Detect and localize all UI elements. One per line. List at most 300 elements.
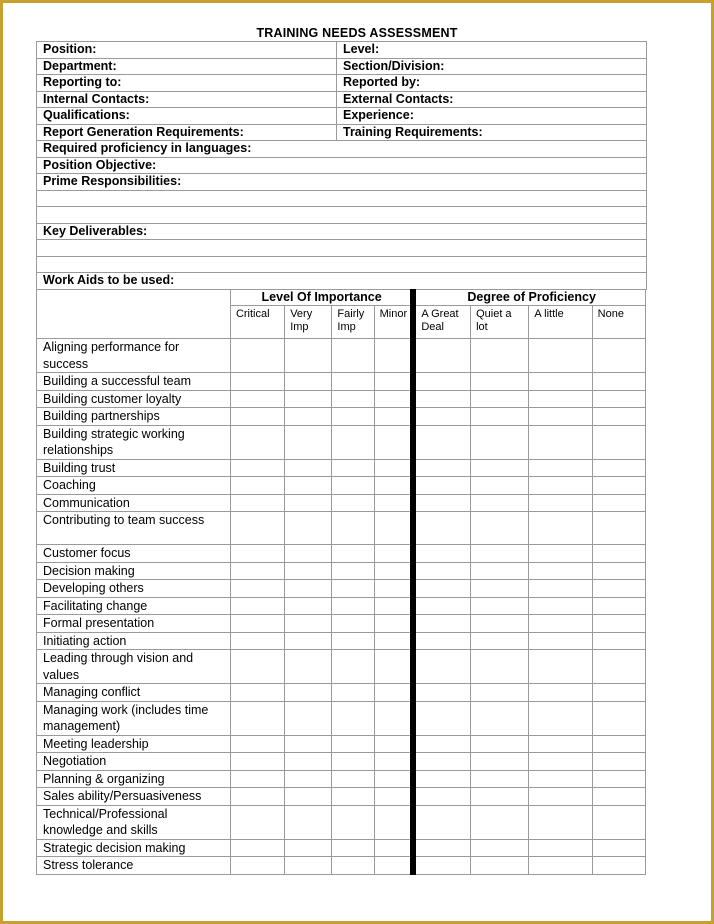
importance-cell[interactable] [285,494,332,512]
blank-line-row [37,190,647,207]
importance-cell[interactable] [332,770,374,788]
info-field-right[interactable]: Reported by: [337,75,647,92]
competency-row [37,494,646,512]
importance-cell[interactable] [332,684,374,702]
competency-label: Aligning performance for success [37,339,231,373]
competency-label: Decision making [37,562,231,580]
importance-cell[interactable] [285,408,332,426]
proficiency-cell[interactable] [413,425,470,459]
proficiency-cell[interactable] [592,339,645,373]
proficiency-cell[interactable] [413,632,470,650]
info-row [37,58,647,75]
info-row [37,174,647,191]
competency-label: Coaching [37,477,231,495]
proficiency-cell[interactable] [471,788,529,806]
competency-label: Technical/Professional knowledge and skills [37,805,231,839]
competency-label: Stress tolerance [37,857,231,875]
proficiency-cell[interactable] [413,805,470,839]
importance-cell[interactable] [332,408,374,426]
importance-cell[interactable] [230,459,284,477]
competency-row [37,562,646,580]
blank-line-row [37,207,647,224]
importance-cell[interactable] [374,597,413,615]
importance-cell[interactable] [230,512,284,545]
importance-cell[interactable] [285,512,332,545]
info-field-left[interactable]: Report Generation Requirements: [37,124,337,141]
competency-label: Building a successful team [37,373,231,391]
importance-cell[interactable] [332,735,374,753]
proficiency-cell[interactable] [413,839,470,857]
competency-label: Developing others [37,580,231,598]
proficiency-cell[interactable] [413,339,470,373]
competency-row [37,735,646,753]
importance-cell[interactable] [374,632,413,650]
competency-label: Initiating action [37,632,231,650]
info-row [37,157,647,174]
importance-cell[interactable] [374,684,413,702]
proficiency-col-header: Quiet a lot [471,306,529,339]
proficiency-cell[interactable] [592,373,645,391]
importance-cell[interactable] [332,597,374,615]
proficiency-cell[interactable] [471,735,529,753]
proficiency-cell[interactable] [471,597,529,615]
importance-cell[interactable] [374,562,413,580]
info-row [37,124,647,141]
importance-cell[interactable] [285,390,332,408]
importance-cell[interactable] [230,788,284,806]
proficiency-cell[interactable] [413,650,470,684]
importance-cell[interactable] [332,701,374,735]
proficiency-cell[interactable] [471,373,529,391]
importance-cell[interactable] [374,459,413,477]
competency-label: Negotiation [37,753,231,771]
competency-row [37,580,646,598]
competency-row [37,390,646,408]
proficiency-cell[interactable] [592,788,645,806]
proficiency-cell[interactable] [413,477,470,495]
competency-row [37,770,646,788]
competency-row [37,459,646,477]
proficiency-cell[interactable] [471,562,529,580]
blank-line[interactable] [37,190,647,207]
competency-header-blank [37,290,231,339]
work-aids-field[interactable]: Work Aids to be used: [37,273,647,290]
importance-cell[interactable] [332,632,374,650]
importance-cell[interactable] [285,650,332,684]
proficiency-cell[interactable] [592,701,645,735]
proficiency-cell[interactable] [529,735,592,753]
proficiency-cell[interactable] [529,857,592,875]
importance-cell[interactable] [285,339,332,373]
importance-cell[interactable] [374,615,413,633]
proficiency-cell[interactable] [529,788,592,806]
importance-cell[interactable] [285,545,332,563]
proficiency-cell[interactable] [529,494,592,512]
proficiency-cell[interactable] [413,494,470,512]
competency-label: Sales ability/Persuasiveness [37,788,231,806]
proficiency-col-header: A Great Deal [413,306,470,339]
importance-cell[interactable] [230,545,284,563]
importance-cell[interactable] [374,753,413,771]
competency-row [37,545,646,563]
competency-label: Customer focus [37,545,231,563]
importance-col-header: Critical [230,306,284,339]
competency-row [37,339,646,373]
languages-field[interactable]: Required proficiency in languages: [37,141,647,158]
competency-label: Planning & organizing [37,770,231,788]
proficiency-cell[interactable] [592,805,645,839]
competency-label: Contributing to team success [37,512,231,545]
importance-cell[interactable] [374,788,413,806]
competency-row [37,597,646,615]
importance-cell[interactable] [285,562,332,580]
proficiency-cell[interactable] [471,684,529,702]
proficiency-cell[interactable] [413,408,470,426]
importance-cell[interactable] [374,390,413,408]
proficiency-cell[interactable] [592,425,645,459]
competency-label: Building trust [37,459,231,477]
importance-cell[interactable] [230,857,284,875]
importance-cell[interactable] [374,477,413,495]
objective-field[interactable]: Position Objective: [37,157,647,174]
importance-cell[interactable] [332,857,374,875]
importance-cell[interactable] [374,770,413,788]
proficiency-cell[interactable] [471,615,529,633]
importance-cell[interactable] [230,477,284,495]
importance-cell[interactable] [285,684,332,702]
importance-cell[interactable] [230,632,284,650]
competency-row [37,805,646,839]
importance-cell[interactable] [285,839,332,857]
info-field-right[interactable]: Training Requirements: [337,124,647,141]
proficiency-cell[interactable] [529,753,592,771]
blank-line-row [37,256,647,273]
blank-line[interactable] [37,207,647,224]
proficiency-cell[interactable] [592,753,645,771]
blank-line-row [37,240,647,257]
proficiency-cell[interactable] [413,373,470,391]
responsibilities-field[interactable]: Prime Responsibilities: [37,174,647,191]
importance-cell[interactable] [285,788,332,806]
proficiency-cell[interactable] [471,650,529,684]
info-field-right[interactable]: Level: [337,42,647,59]
proficiency-cell[interactable] [413,615,470,633]
proficiency-cell[interactable] [592,632,645,650]
proficiency-cell[interactable] [471,805,529,839]
proficiency-cell[interactable] [592,580,645,598]
importance-cell[interactable] [285,805,332,839]
importance-cell[interactable] [230,839,284,857]
proficiency-cell[interactable] [592,494,645,512]
proficiency-cell[interactable] [592,477,645,495]
competency-label: Managing work (includes time management) [37,701,231,735]
importance-cell[interactable] [332,839,374,857]
importance-cell[interactable] [285,701,332,735]
importance-cell[interactable] [332,650,374,684]
competency-row [37,684,646,702]
importance-cell[interactable] [230,373,284,391]
proficiency-cell[interactable] [592,735,645,753]
importance-cell[interactable] [285,373,332,391]
proficiency-cell[interactable] [413,459,470,477]
proficiency-cell[interactable] [592,512,645,545]
importance-cell[interactable] [332,373,374,391]
importance-col-header: Very Imp [285,306,332,339]
importance-cell[interactable] [230,390,284,408]
blank-line[interactable] [37,256,647,273]
importance-cell[interactable] [285,857,332,875]
importance-cell[interactable] [332,580,374,598]
competency-label: Communication [37,494,231,512]
proficiency-cell[interactable] [471,477,529,495]
importance-cell[interactable] [374,701,413,735]
proficiency-cell[interactable] [413,562,470,580]
importance-cell[interactable] [374,512,413,545]
proficiency-cell[interactable] [592,390,645,408]
proficiency-cell[interactable] [529,339,592,373]
importance-col-header: Minor [374,306,413,339]
competency-label: Building partnerships [37,408,231,426]
proficiency-cell[interactable] [413,545,470,563]
proficiency-cell[interactable] [471,339,529,373]
competency-row [37,512,646,545]
proficiency-cell[interactable] [529,684,592,702]
importance-col-header: Fairly Imp [332,306,374,339]
importance-cell[interactable] [332,562,374,580]
proficiency-cell[interactable] [529,650,592,684]
importance-cell[interactable] [374,839,413,857]
importance-cell[interactable] [230,494,284,512]
proficiency-cell[interactable] [529,373,592,391]
proficiency-cell[interactable] [529,512,592,545]
info-field-left[interactable]: Internal Contacts: [37,91,337,108]
importance-cell[interactable] [374,857,413,875]
proficiency-cell[interactable] [592,839,645,857]
proficiency-cell[interactable] [592,650,645,684]
info-row [37,223,647,240]
competency-row [37,701,646,735]
importance-cell[interactable] [230,339,284,373]
importance-cell[interactable] [230,770,284,788]
info-row [37,75,647,92]
importance-cell[interactable] [230,597,284,615]
proficiency-cell[interactable] [592,459,645,477]
proficiency-cell[interactable] [529,770,592,788]
competency-table [36,289,646,875]
info-field-left[interactable]: Position: [37,42,337,59]
competency-label: Meeting leadership [37,735,231,753]
importance-cell[interactable] [230,805,284,839]
proficiency-cell[interactable] [529,632,592,650]
importance-cell[interactable] [332,753,374,771]
proficiency-cell[interactable] [529,562,592,580]
importance-cell[interactable] [230,753,284,771]
proficiency-cell[interactable] [471,545,529,563]
importance-cell[interactable] [230,580,284,598]
competency-row [37,425,646,459]
proficiency-cell[interactable] [529,459,592,477]
importance-cell[interactable] [374,650,413,684]
proficiency-cell[interactable] [413,788,470,806]
importance-cell[interactable] [285,632,332,650]
importance-cell[interactable] [332,494,374,512]
proficiency-cell[interactable] [413,684,470,702]
proficiency-cell[interactable] [471,425,529,459]
importance-cell[interactable] [285,615,332,633]
proficiency-cell[interactable] [413,857,470,875]
competency-row [37,788,646,806]
proficiency-cell[interactable] [471,753,529,771]
proficiency-cell[interactable] [471,632,529,650]
proficiency-cell[interactable] [529,390,592,408]
proficiency-cell[interactable] [529,701,592,735]
proficiency-cell[interactable] [413,597,470,615]
proficiency-cell[interactable] [413,390,470,408]
proficiency-cell[interactable] [529,477,592,495]
info-field-right[interactable]: External Contacts: [337,91,647,108]
importance-cell[interactable] [332,512,374,545]
competency-row [37,373,646,391]
proficiency-cell[interactable] [471,512,529,545]
importance-cell[interactable] [374,494,413,512]
job-info-table [36,41,647,290]
importance-cell[interactable] [230,425,284,459]
proficiency-cell[interactable] [471,459,529,477]
importance-cell[interactable] [230,615,284,633]
proficiency-cell[interactable] [592,615,645,633]
competency-row [37,408,646,426]
proficiency-cell[interactable] [471,839,529,857]
importance-cell[interactable] [332,545,374,563]
proficiency-cell[interactable] [529,597,592,615]
proficiency-cell[interactable] [529,839,592,857]
competency-row [37,857,646,875]
competency-row [37,650,646,684]
proficiency-col-header: None [592,306,645,339]
proficiency-cell[interactable] [471,580,529,598]
importance-cell[interactable] [285,753,332,771]
info-field-left[interactable]: Reporting to: [37,75,337,92]
importance-cell[interactable] [285,459,332,477]
importance-cell[interactable] [332,615,374,633]
importance-cell[interactable] [374,425,413,459]
blank-line[interactable] [37,240,647,257]
importance-group-header: Level Of Importance [230,290,413,306]
proficiency-cell[interactable] [529,805,592,839]
proficiency-cell[interactable] [413,512,470,545]
proficiency-cell[interactable] [413,770,470,788]
importance-cell[interactable] [230,684,284,702]
importance-cell[interactable] [332,425,374,459]
form-title: TRAINING NEEDS ASSESSMENT [256,26,458,40]
importance-cell[interactable] [230,650,284,684]
proficiency-cell[interactable] [471,701,529,735]
importance-cell[interactable] [374,408,413,426]
proficiency-cell[interactable] [471,857,529,875]
importance-cell[interactable] [230,701,284,735]
importance-cell[interactable] [230,735,284,753]
competency-label: Leading through vision and values [37,650,231,684]
importance-cell[interactable] [332,477,374,495]
proficiency-cell[interactable] [529,615,592,633]
competency-label: Managing conflict [37,684,231,702]
info-row [37,141,647,158]
proficiency-cell[interactable] [592,562,645,580]
proficiency-cell[interactable] [471,770,529,788]
competency-label: Facilitating change [37,597,231,615]
importance-cell[interactable] [332,390,374,408]
competency-label: Formal presentation [37,615,231,633]
proficiency-cell[interactable] [413,753,470,771]
competency-row [37,615,646,633]
competency-row [37,632,646,650]
proficiency-cell[interactable] [529,425,592,459]
importance-cell[interactable] [285,597,332,615]
proficiency-cell[interactable] [471,494,529,512]
importance-cell[interactable] [230,562,284,580]
proficiency-cell[interactable] [413,580,470,598]
importance-cell[interactable] [374,339,413,373]
proficiency-group-header: Degree of Proficiency [413,290,645,306]
info-field-left[interactable]: Department: [37,58,337,75]
info-field-left[interactable]: Qualifications: [37,108,337,125]
importance-cell[interactable] [374,805,413,839]
importance-cell[interactable] [285,735,332,753]
importance-cell[interactable] [285,425,332,459]
importance-cell[interactable] [230,408,284,426]
competency-label: Building strategic working relationships [37,425,231,459]
proficiency-cell[interactable] [592,597,645,615]
proficiency-cell[interactable] [471,408,529,426]
importance-cell[interactable] [332,339,374,373]
proficiency-cell[interactable] [592,857,645,875]
importance-cell[interactable] [332,805,374,839]
info-field-right[interactable]: Experience: [337,108,647,125]
proficiency-cell[interactable] [471,390,529,408]
competency-row [37,839,646,857]
info-row [37,91,647,108]
competency-label: Building customer loyalty [37,390,231,408]
importance-cell[interactable] [285,770,332,788]
importance-cell[interactable] [285,477,332,495]
importance-cell[interactable] [374,373,413,391]
competency-label: Strategic decision making [37,839,231,857]
importance-cell[interactable] [374,735,413,753]
proficiency-cell[interactable] [592,545,645,563]
proficiency-cell[interactable] [592,408,645,426]
info-row [37,42,647,59]
proficiency-cell[interactable] [592,770,645,788]
importance-cell[interactable] [374,545,413,563]
importance-cell[interactable] [332,459,374,477]
competency-row [37,477,646,495]
importance-cell[interactable] [374,580,413,598]
importance-cell[interactable] [285,580,332,598]
proficiency-cell[interactable] [529,545,592,563]
proficiency-col-header: A little [529,306,592,339]
proficiency-cell[interactable] [413,735,470,753]
info-row [37,273,647,290]
proficiency-cell[interactable] [592,684,645,702]
competency-row [37,753,646,771]
importance-cell[interactable] [332,788,374,806]
info-field-right[interactable]: Section/Division: [337,58,647,75]
info-row [37,108,647,125]
proficiency-cell[interactable] [413,701,470,735]
proficiency-cell[interactable] [529,408,592,426]
proficiency-cell[interactable] [529,580,592,598]
deliverables-field[interactable]: Key Deliverables: [37,223,647,240]
